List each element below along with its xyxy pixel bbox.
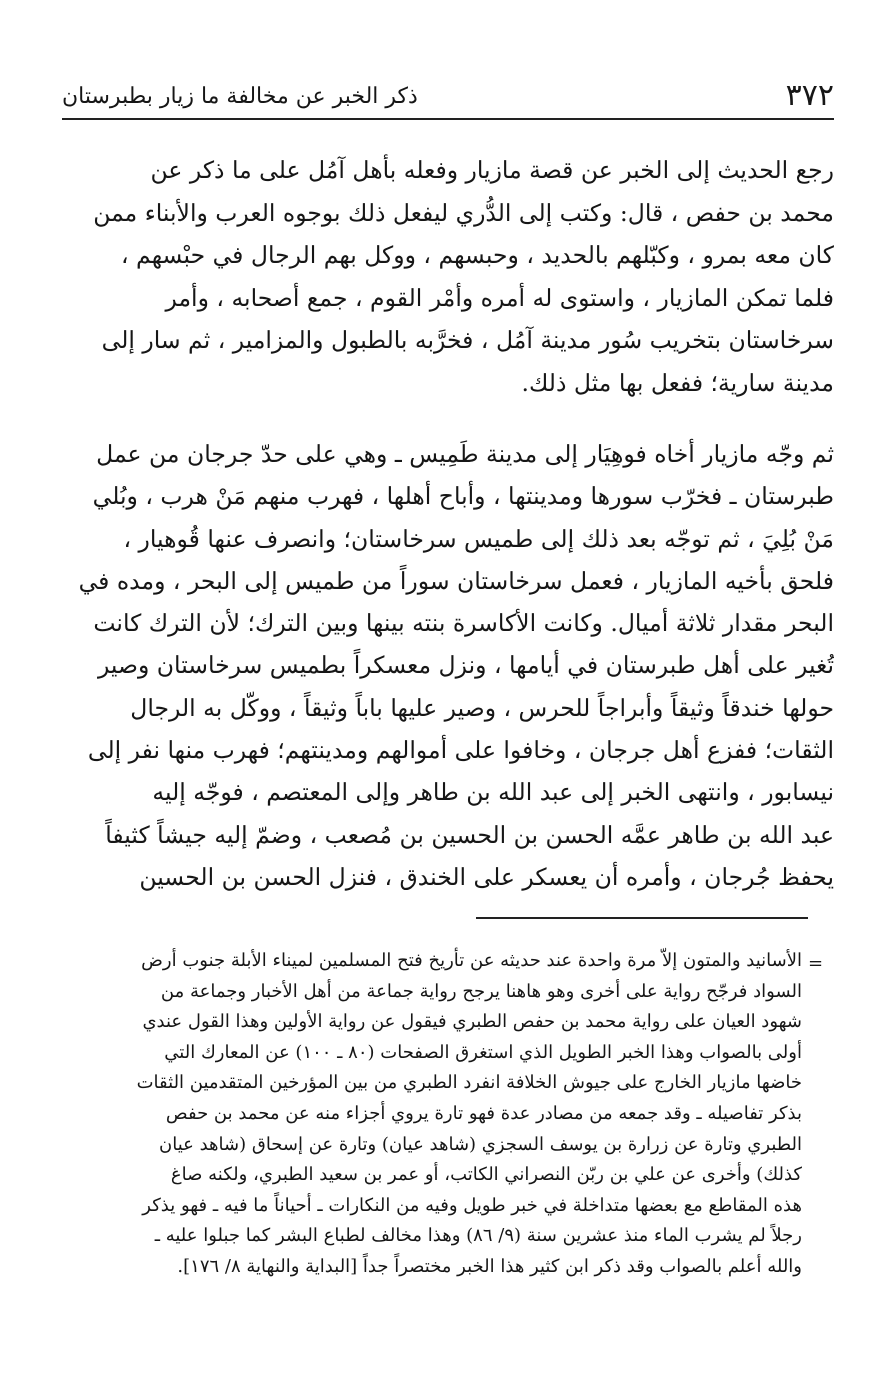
text-line: مدينة سارية؛ ففعل بها مثل ذلك.: [521, 368, 834, 397]
text-line: يحفظ جُرجان ، وأمره أن يعسكر على الخندق ، فنزل الحسن بن الحسين: [139, 862, 834, 891]
footnote-divider: [476, 917, 808, 919]
text-line: فلما تمكن المازيار ، واستوى له أمره وأمْر القوم ، جمع أصحابه ، وأمر: [165, 283, 834, 312]
footnote-line: رجلاً لم يشرب الماء منذ عشرين سنة (٩/ ٨٦) وهذا مخالف لطباع البشر كما جبلوا عليه ـ: [154, 1225, 802, 1247]
footnote-line: أولى بالصواب وهذا الخبر الطويل الذي استغرق الصفحات (٨٠ ـ ١٠٠) عن المعارك التي: [164, 1041, 802, 1063]
footnote-line: شهود العيان على رواية محمد بن حفص الطبري فيقول عن رواية الأولين وهذا القول عندي: [142, 1011, 802, 1033]
footnote-line: الطبري وتارة عن زرارة بن يوسف السجزي (شاهد عيان) وتارة عن إسحاق (شاهد عيان: [159, 1133, 802, 1155]
text-line: عبد الله بن طاهر عمَّه الحسن بن الحسين بن مُصعب ، وضمّ إليه جيشاً كثيفاً: [105, 820, 834, 849]
text-line: نيسابور ، وانتهى الخبر إلى عبد الله بن طاهر وإلى المعتصم ، فوجّه إليه: [152, 778, 834, 807]
text-line: الثقات؛ ففزع أهل جرجان ، وخافوا على أموالهم ومدينتهم؛ فهرب منها نفر إلى: [87, 736, 834, 765]
page-header: [62, 72, 834, 120]
page-number: ٣٧٢: [785, 78, 834, 113]
text-line: سرخاستان بتخريب سُور مدينة آمُل ، فخرَّبه بالطبول والمزامير ، ثم سار إلى: [101, 326, 834, 355]
footnote-line: الأسانيد والمتون إلاّ مرة واحدة عند حديثه عن تأريخ فتح المسلمين لميناء الأبلة جنوب أرض: [141, 950, 802, 971]
footnote-line: بذكر تفاصيله ـ وقد جمعه من مصادر عدة فهو تارة يروي أجزاء منه عن محمد بن حفص: [165, 1102, 802, 1124]
footnote-continuation-marker: =: [808, 953, 824, 974]
text-line: ثم وجّه مازيار أخاه فوهِيَار إلى مدينة طَمِيس ـ وهي على حدّ جرجان من عمل: [96, 440, 834, 468]
text-line: فلحق بأخيه المازيار ، فعمل سرخاستان سوراً من طميس إلى البحر ، ومده في: [78, 566, 834, 595]
footnote-line: هذه المقاطع مع بعضها متداخلة في خبر طويل وفيه من النكارات ـ أحياناً ما فيه ـ فهو يذكر: [142, 1194, 802, 1216]
footnote-line: كذلك) وأخرى عن علي بن ربّن النصراني الكاتب، أو عمر بن سعيد الطبري، ولكنه صاغ: [170, 1164, 802, 1186]
text-line: مَنْ بُلِيَ ، ثم توجّه بعد ذلك إلى طميس سرخاستان؛ وانصرف عنها قُوهيار ،: [123, 524, 834, 553]
body-paragraph-2: [62, 433, 834, 898]
running-title: ذكر الخبر عن مخالفة ما زيار بطبرستان: [62, 84, 418, 109]
footnote-line: خاضها مازيار الخارج على جيوش الخلافة انفرد الطبري من بين المؤرخين المتقدمين الثقات: [136, 1072, 802, 1094]
text-line: تُغير على أهل طبرستان في أيامها ، ونزل معسكراً بطميس سرخاستان وصير: [97, 651, 834, 680]
text-line: كان معه بمرو ، وكبّلهم بالحديد ، وحبسهم ، ووكل بهم الرجال في حبْسهم ،: [121, 241, 834, 270]
footnote-line: والله أعلم بالصواب وقد ذكر ابن كثير هذا الخبر مختصراً جداً [البداية والنهاية ٨/ ١٧٦].: [177, 1255, 802, 1277]
text-line: رجع الحديث إلى الخبر عن قصة مازيار وفعله بأهل آمُل على ما ذكر عن: [150, 156, 834, 184]
text-line: حولها خندقاً وثيقاً وأبراجاً للحرس ، وصير عليها باباً وثيقاً ، ووكّل به الرجال: [130, 693, 834, 722]
text-line: البحر مقدار ثلاثة أميال. وكانت الأكاسرة بنته بينها وبين الترك؛ لأن الترك كانت: [93, 609, 834, 638]
footnote-text: [62, 946, 802, 1283]
body-paragraph-1: [62, 149, 834, 405]
footnote-line: السواد فرجّح رواية على أخرى وهو هاهنا يرجح رواية جماعة من أهل الأخبار وجماعة من: [160, 980, 802, 1002]
text-line: طبرستان ـ فخرّب سورها ومدينتها ، وأباح أهلها ، فهرب منهم مَنْ هرب ، وبُلي: [92, 482, 834, 511]
text-line: محمد بن حفص ، قال: وكتب إلى الدُّري ليفعل ذلك بوجوه العرب والأبناء ممن: [93, 198, 834, 227]
